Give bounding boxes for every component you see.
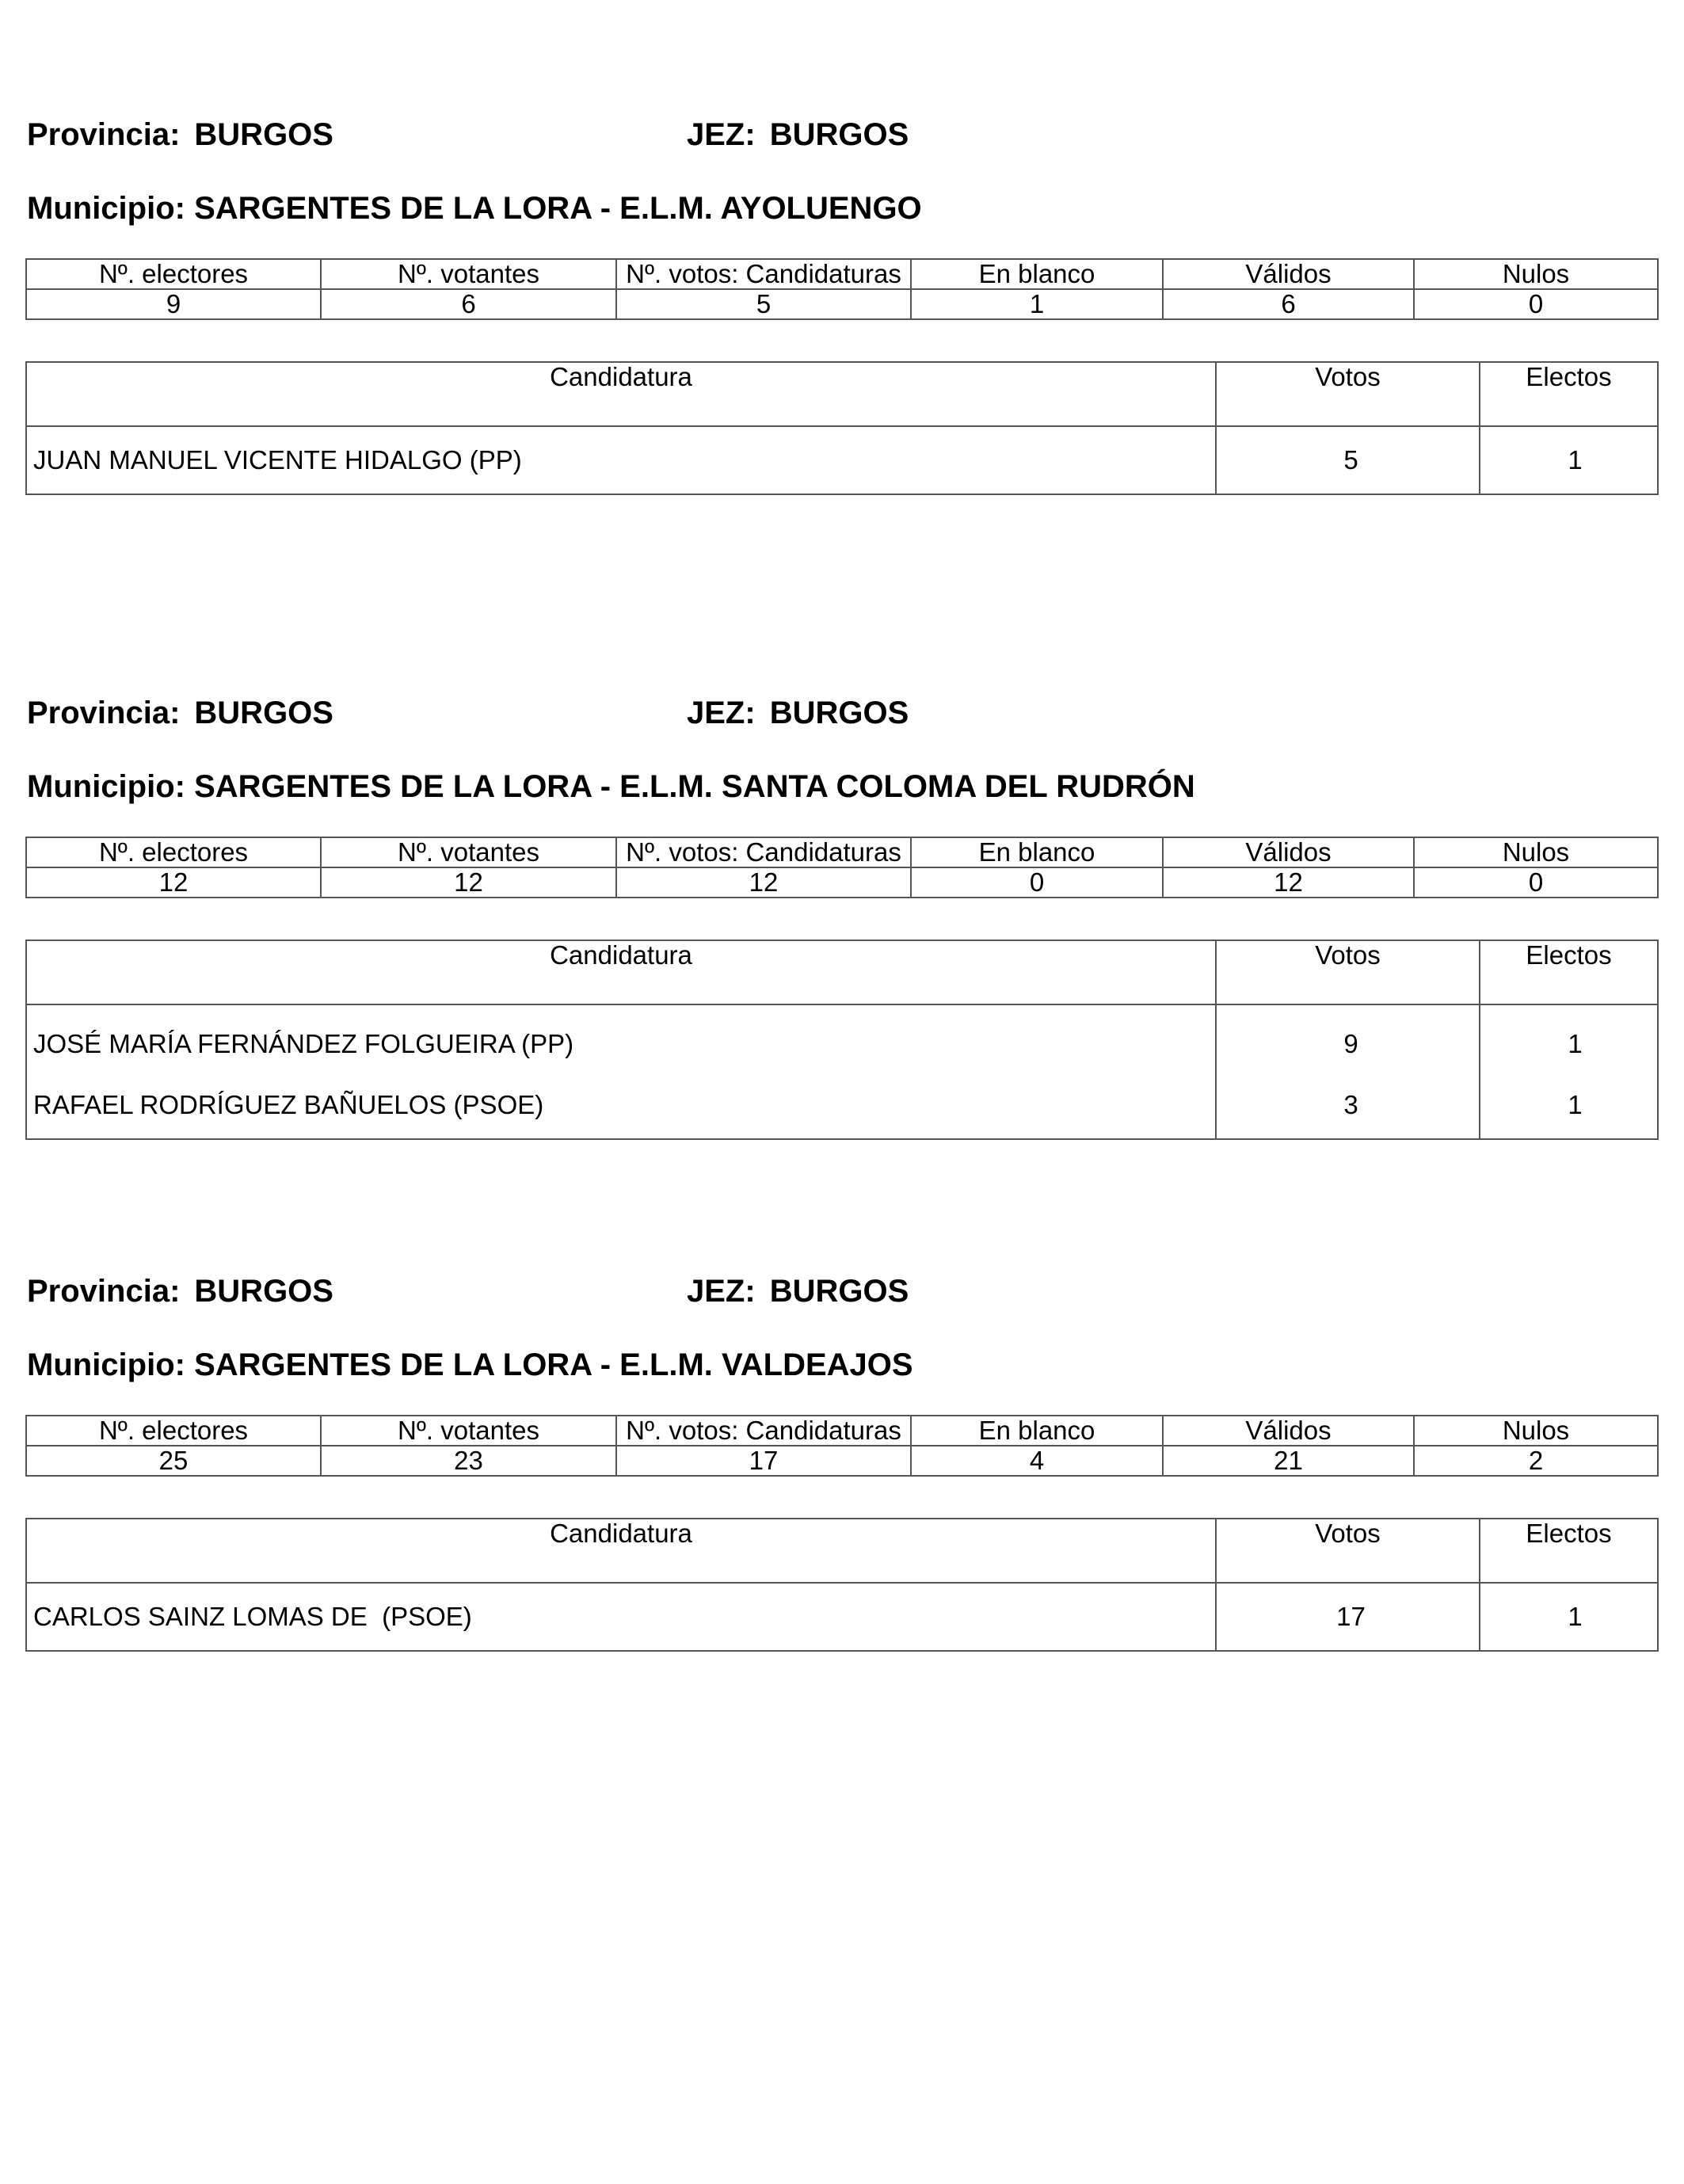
header-candidatura: Candidatura — [26, 1519, 1216, 1583]
provincia-label: Provincia: — [27, 117, 181, 152]
section-header — [25, 111, 1657, 158]
candidate-row — [26, 1004, 1658, 1072]
candidates-table — [25, 1518, 1659, 1652]
stats-values-row — [26, 867, 1658, 898]
stats-header-electores: Nº. electores — [26, 259, 321, 289]
stats-value-validos: 12 — [1163, 867, 1414, 898]
header-electos: Electos — [1480, 362, 1658, 426]
provincia — [27, 111, 333, 158]
stats-header-electores: Nº. electores — [26, 1416, 321, 1446]
jez-value: BURGOS — [769, 696, 909, 730]
candidate-name: JUAN MANUEL VICENTE HIDALGO (PP) — [26, 426, 1216, 494]
stats-value-nulos: 2 — [1414, 1446, 1658, 1476]
jez-label: JEZ: — [687, 696, 756, 730]
stats-header-votos-candidaturas: Nº. votos: Candidaturas — [616, 259, 911, 289]
municipio — [27, 763, 1195, 810]
candidates-table — [25, 940, 1659, 1140]
header-votos: Votos — [1216, 940, 1480, 1004]
provincia-label: Provincia: — [27, 696, 181, 730]
stats-header-nulos: Nulos — [1414, 1416, 1658, 1446]
candidate-name: RAFAEL RODRÍGUEZ BAÑUELOS (PSOE) — [26, 1072, 1216, 1139]
municipio — [27, 185, 922, 232]
stats-value-votos-candidaturas: 5 — [616, 289, 911, 319]
candidate-electos: 1 — [1480, 1583, 1658, 1651]
stats-value-validos: 21 — [1163, 1446, 1414, 1476]
provincia-label: Provincia: — [27, 1274, 181, 1309]
candidate-votos: 17 — [1216, 1583, 1480, 1651]
header-votos: Votos — [1216, 362, 1480, 426]
section-header — [25, 689, 1657, 737]
candidate-votos: 3 — [1216, 1072, 1480, 1139]
stats-values-row — [26, 1446, 1658, 1476]
stats-header-validos: Válidos — [1163, 259, 1414, 289]
jez-value: BURGOS — [769, 1274, 909, 1309]
municipio-label: Municipio: — [27, 769, 185, 804]
stats-value-electores: 25 — [26, 1446, 321, 1476]
header-votos: Votos — [1216, 1519, 1480, 1583]
jez-label: JEZ: — [687, 1274, 756, 1309]
candidate-row — [26, 426, 1658, 494]
provincia — [27, 689, 333, 737]
stats-header-en-blanco: En blanco — [911, 837, 1163, 867]
stats-header-row — [26, 259, 1658, 289]
candidate-electos: 1 — [1480, 426, 1658, 494]
provincia-value: BURGOS — [194, 1274, 333, 1309]
candidates-header-row — [26, 362, 1658, 426]
stats-value-votantes: 12 — [321, 867, 616, 898]
stats-header-en-blanco: En blanco — [911, 1416, 1163, 1446]
stats-value-nulos: 0 — [1414, 289, 1658, 319]
candidates-header-row — [26, 1519, 1658, 1583]
stats-value-electores: 9 — [26, 289, 321, 319]
stats-table — [25, 258, 1659, 320]
candidate-name: JOSÉ MARÍA FERNÁNDEZ FOLGUEIRA (PP) — [26, 1004, 1216, 1072]
candidate-row — [26, 1072, 1658, 1139]
header-candidatura: Candidatura — [26, 362, 1216, 426]
stats-header-en-blanco: En blanco — [911, 259, 1163, 289]
jez — [687, 111, 909, 158]
results-section-ayoluengo — [25, 111, 1657, 475]
section-header — [25, 1267, 1657, 1315]
stats-value-votos-candidaturas: 17 — [616, 1446, 911, 1476]
provincia-value: BURGOS — [194, 696, 333, 730]
candidate-votos: 9 — [1216, 1004, 1480, 1072]
stats-table — [25, 1415, 1659, 1477]
municipio — [27, 1341, 913, 1389]
stats-values-row — [26, 289, 1658, 319]
candidate-votos: 5 — [1216, 426, 1480, 494]
stats-header-validos: Válidos — [1163, 837, 1414, 867]
stats-header-votos-candidaturas: Nº. votos: Candidaturas — [616, 837, 911, 867]
candidates-header-row — [26, 940, 1658, 1004]
header-electos: Electos — [1480, 1519, 1658, 1583]
stats-header-votantes: Nº. votantes — [321, 259, 616, 289]
candidate-name: CARLOS SAINZ LOMAS DE (PSOE) — [26, 1583, 1216, 1651]
stats-value-electores: 12 — [26, 867, 321, 898]
stats-value-en-blanco: 4 — [911, 1446, 1163, 1476]
stats-header-votantes: Nº. votantes — [321, 837, 616, 867]
stats-header-validos: Válidos — [1163, 1416, 1414, 1446]
stats-value-votos-candidaturas: 12 — [616, 867, 911, 898]
stats-header-nulos: Nulos — [1414, 837, 1658, 867]
municipio-value: SARGENTES DE LA LORA - E.L.M. AYOLUENGO — [194, 191, 922, 226]
stats-value-votantes: 6 — [321, 289, 616, 319]
jez-value: BURGOS — [769, 117, 909, 152]
stats-header-electores: Nº. electores — [26, 837, 321, 867]
jez — [687, 689, 909, 737]
results-section-valdeajos — [25, 1267, 1657, 1631]
municipio-value: SARGENTES DE LA LORA - E.L.M. SANTA COLOMA DEL RUDRÓN — [194, 769, 1195, 804]
stats-value-validos: 6 — [1163, 289, 1414, 319]
stats-header-votos-candidaturas: Nº. votos: Candidaturas — [616, 1416, 911, 1446]
stats-header-nulos: Nulos — [1414, 259, 1658, 289]
header-candidatura: Candidatura — [26, 940, 1216, 1004]
provincia-value: BURGOS — [194, 117, 333, 152]
stats-header-row — [26, 837, 1658, 867]
candidates-table — [25, 361, 1659, 495]
municipio-label: Municipio: — [27, 191, 185, 226]
header-electos: Electos — [1480, 940, 1658, 1004]
jez-label: JEZ: — [687, 117, 756, 152]
jez — [687, 1267, 909, 1315]
municipio-value: SARGENTES DE LA LORA - E.L.M. VALDEAJOS — [194, 1347, 913, 1382]
results-section-santa-coloma — [25, 689, 1657, 1119]
stats-value-nulos: 0 — [1414, 867, 1658, 898]
stats-header-row — [26, 1416, 1658, 1446]
stats-value-en-blanco: 1 — [911, 289, 1163, 319]
provincia — [27, 1267, 333, 1315]
candidate-electos: 1 — [1480, 1072, 1658, 1139]
candidate-electos: 1 — [1480, 1004, 1658, 1072]
stats-header-votantes: Nº. votantes — [321, 1416, 616, 1446]
stats-value-votantes: 23 — [321, 1446, 616, 1476]
stats-table — [25, 837, 1659, 898]
stats-value-en-blanco: 0 — [911, 867, 1163, 898]
municipio-label: Municipio: — [27, 1347, 185, 1382]
candidate-row — [26, 1583, 1658, 1651]
